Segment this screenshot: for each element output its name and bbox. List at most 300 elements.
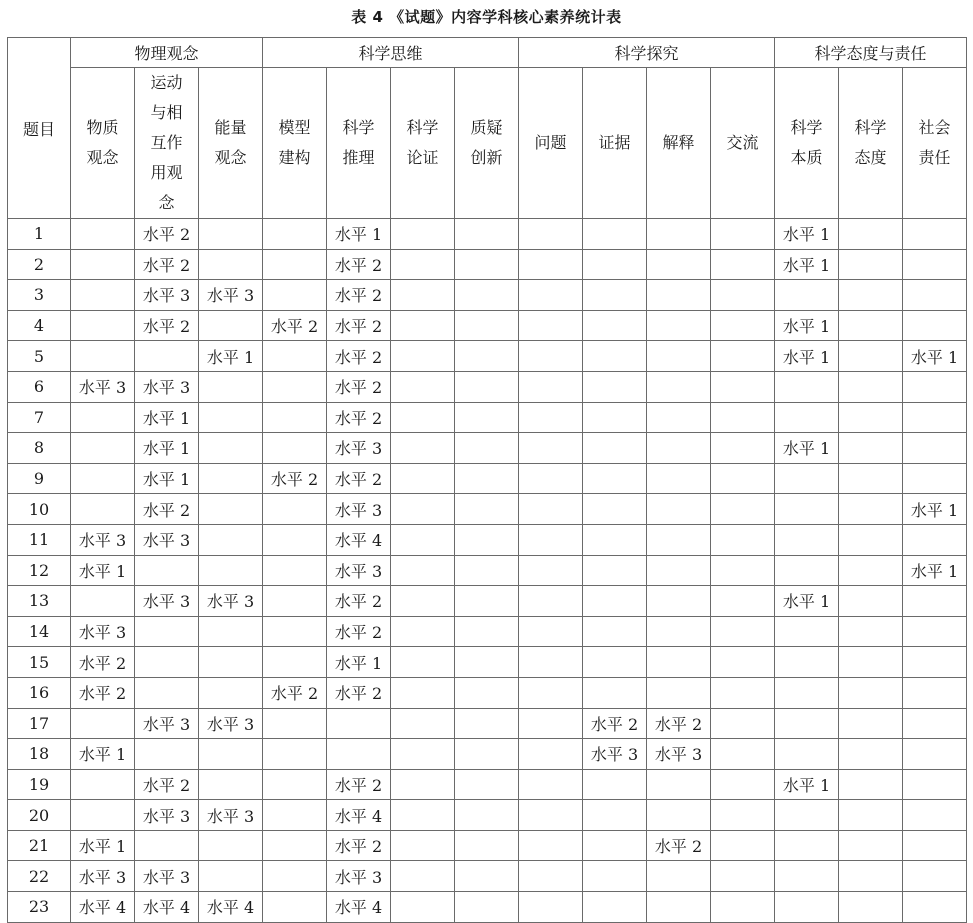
level-cell xyxy=(71,280,135,311)
level-cell: 水平 1 xyxy=(775,769,839,800)
level-cell: 水平 2 xyxy=(327,769,391,800)
level-cell: 水平 2 xyxy=(327,402,391,433)
level-cell xyxy=(775,861,839,892)
level-cell xyxy=(263,892,327,923)
level-cell xyxy=(391,463,455,494)
level-cell: 水平 1 xyxy=(775,586,839,617)
level-cell xyxy=(199,219,263,250)
level-cell: 水平 3 xyxy=(199,800,263,831)
level-cell xyxy=(903,861,967,892)
level-cell xyxy=(455,249,519,280)
level-cell: 水平 1 xyxy=(903,341,967,372)
table-row xyxy=(8,494,967,525)
level-cell xyxy=(391,433,455,464)
level-cell xyxy=(903,249,967,280)
level-cell: 水平 4 xyxy=(135,892,199,923)
level-cell xyxy=(263,249,327,280)
level-cell xyxy=(839,555,903,586)
subcolumn-header xyxy=(455,68,519,219)
level-cell: 水平 3 xyxy=(327,433,391,464)
level-cell xyxy=(647,524,711,555)
level-cell xyxy=(711,494,775,525)
question-number: 2 xyxy=(8,249,71,280)
level-cell xyxy=(839,586,903,617)
subcolumn-header-line: 运动 xyxy=(150,73,183,92)
level-cell xyxy=(71,586,135,617)
level-cell xyxy=(135,647,199,678)
level-cell xyxy=(71,341,135,372)
level-cell xyxy=(135,616,199,647)
question-number: 8 xyxy=(8,433,71,464)
level-cell xyxy=(199,861,263,892)
level-cell xyxy=(647,616,711,647)
level-cell: 水平 3 xyxy=(135,524,199,555)
level-cell xyxy=(519,310,583,341)
subcolumn-header-line: 创新 xyxy=(470,148,503,167)
level-cell: 水平 2 xyxy=(71,677,135,708)
subcolumn-header-line: 观念 xyxy=(214,148,247,167)
table-row xyxy=(8,892,967,923)
level-cell xyxy=(583,249,647,280)
level-cell xyxy=(455,830,519,861)
level-cell: 水平 2 xyxy=(327,371,391,402)
level-cell xyxy=(839,280,903,311)
level-cell xyxy=(647,310,711,341)
level-cell xyxy=(647,555,711,586)
subcolumn-header-line: 交流 xyxy=(726,133,759,152)
subcolumn-header-line: 念 xyxy=(158,193,175,212)
level-cell xyxy=(711,708,775,739)
level-cell: 水平 1 xyxy=(135,402,199,433)
table-row xyxy=(8,677,967,708)
level-cell: 水平 2 xyxy=(327,341,391,372)
group-header: 科学思维 xyxy=(263,38,519,68)
question-number: 4 xyxy=(8,310,71,341)
level-cell xyxy=(711,280,775,311)
level-cell xyxy=(775,677,839,708)
subcolumn-header-line: 社会 xyxy=(918,118,951,137)
table-row xyxy=(8,463,967,494)
level-cell: 水平 3 xyxy=(135,280,199,311)
level-cell xyxy=(775,800,839,831)
level-cell xyxy=(71,402,135,433)
table-wrapper xyxy=(7,37,967,923)
level-cell xyxy=(775,463,839,494)
level-cell xyxy=(455,371,519,402)
level-cell xyxy=(647,647,711,678)
level-cell xyxy=(839,616,903,647)
level-cell xyxy=(199,555,263,586)
question-number: 6 xyxy=(8,371,71,402)
level-cell: 水平 4 xyxy=(327,892,391,923)
subcolumn-header-line: 问题 xyxy=(534,133,567,152)
level-cell xyxy=(839,249,903,280)
level-cell xyxy=(839,310,903,341)
group-header: 科学态度与责任 xyxy=(775,38,967,68)
level-cell xyxy=(455,494,519,525)
subcolumn-header xyxy=(135,68,199,219)
level-cell xyxy=(583,433,647,464)
level-cell xyxy=(71,310,135,341)
level-cell xyxy=(263,647,327,678)
level-cell xyxy=(263,708,327,739)
subcolumn-header xyxy=(839,68,903,219)
level-cell xyxy=(711,310,775,341)
group-header-row xyxy=(8,38,967,68)
subcolumn-header xyxy=(327,68,391,219)
table-row xyxy=(8,800,967,831)
level-cell: 水平 2 xyxy=(583,708,647,739)
level-cell: 水平 3 xyxy=(583,739,647,770)
level-cell: 水平 2 xyxy=(327,280,391,311)
level-cell xyxy=(839,371,903,402)
subcolumn-header-line: 责任 xyxy=(918,148,951,167)
level-cell xyxy=(519,769,583,800)
level-cell xyxy=(775,892,839,923)
level-cell xyxy=(583,892,647,923)
question-number: 9 xyxy=(8,463,71,494)
subcolumn-header-line: 用观 xyxy=(150,163,183,182)
table-row xyxy=(8,769,967,800)
subcolumn-header xyxy=(583,68,647,219)
level-cell: 水平 3 xyxy=(135,861,199,892)
level-cell xyxy=(519,739,583,770)
level-cell: 水平 1 xyxy=(775,219,839,250)
level-cell xyxy=(263,830,327,861)
level-cell xyxy=(903,800,967,831)
level-cell xyxy=(775,371,839,402)
level-cell xyxy=(455,616,519,647)
level-cell xyxy=(391,219,455,250)
subcolumn-header-line: 科学 xyxy=(854,118,887,137)
table-row xyxy=(8,739,967,770)
level-cell xyxy=(391,371,455,402)
level-cell: 水平 2 xyxy=(327,830,391,861)
question-number: 15 xyxy=(8,647,71,678)
table-row xyxy=(8,524,967,555)
level-cell xyxy=(199,310,263,341)
level-cell xyxy=(583,800,647,831)
level-cell xyxy=(519,677,583,708)
level-cell xyxy=(455,677,519,708)
question-number: 16 xyxy=(8,677,71,708)
subcolumn-header-line: 解释 xyxy=(662,133,695,152)
level-cell xyxy=(583,677,647,708)
level-cell: 水平 3 xyxy=(199,586,263,617)
subcolumn-header-line: 本质 xyxy=(790,148,823,167)
table-row xyxy=(8,555,967,586)
table-row xyxy=(8,616,967,647)
level-cell xyxy=(775,739,839,770)
level-cell xyxy=(455,219,519,250)
level-cell xyxy=(903,524,967,555)
level-cell xyxy=(647,341,711,372)
level-cell: 水平 2 xyxy=(327,616,391,647)
level-cell xyxy=(455,861,519,892)
level-cell xyxy=(199,524,263,555)
level-cell xyxy=(391,280,455,311)
level-cell xyxy=(455,463,519,494)
question-number: 13 xyxy=(8,586,71,617)
level-cell: 水平 3 xyxy=(135,371,199,402)
level-cell xyxy=(583,830,647,861)
level-cell xyxy=(71,433,135,464)
level-cell xyxy=(775,647,839,678)
level-cell: 水平 2 xyxy=(135,249,199,280)
level-cell xyxy=(839,219,903,250)
table-row xyxy=(8,647,967,678)
level-cell: 水平 3 xyxy=(327,861,391,892)
level-cell xyxy=(391,830,455,861)
level-cell xyxy=(711,586,775,617)
level-cell xyxy=(711,861,775,892)
level-cell xyxy=(391,249,455,280)
level-cell xyxy=(839,892,903,923)
level-cell: 水平 2 xyxy=(263,463,327,494)
level-cell: 水平 2 xyxy=(263,677,327,708)
level-cell xyxy=(775,830,839,861)
level-cell xyxy=(519,341,583,372)
level-cell: 水平 3 xyxy=(71,371,135,402)
level-cell xyxy=(71,494,135,525)
level-cell xyxy=(903,310,967,341)
level-cell xyxy=(391,341,455,372)
level-cell xyxy=(839,861,903,892)
level-cell xyxy=(519,800,583,831)
level-cell xyxy=(903,219,967,250)
level-cell xyxy=(263,739,327,770)
level-cell xyxy=(583,402,647,433)
question-header: 题目 xyxy=(8,38,71,219)
level-cell xyxy=(711,524,775,555)
level-cell xyxy=(839,769,903,800)
level-cell xyxy=(455,647,519,678)
level-cell xyxy=(519,586,583,617)
level-cell xyxy=(519,708,583,739)
level-cell xyxy=(199,249,263,280)
level-cell: 水平 3 xyxy=(135,708,199,739)
level-cell xyxy=(199,433,263,464)
level-cell xyxy=(263,341,327,372)
level-cell xyxy=(775,555,839,586)
table-row xyxy=(8,402,967,433)
level-cell xyxy=(71,769,135,800)
table-row xyxy=(8,371,967,402)
level-cell xyxy=(647,463,711,494)
level-cell xyxy=(839,708,903,739)
level-cell: 水平 3 xyxy=(71,861,135,892)
level-cell: 水平 1 xyxy=(903,555,967,586)
subcolumn-header xyxy=(647,68,711,219)
level-cell xyxy=(455,586,519,617)
level-cell xyxy=(903,280,967,311)
level-cell xyxy=(391,892,455,923)
level-cell xyxy=(455,800,519,831)
group-header: 物理观念 xyxy=(71,38,263,68)
level-cell xyxy=(711,830,775,861)
subcolumn-header-line: 观念 xyxy=(86,148,119,167)
level-cell xyxy=(711,739,775,770)
table-row xyxy=(8,249,967,280)
level-cell xyxy=(519,371,583,402)
level-cell xyxy=(583,861,647,892)
level-cell xyxy=(135,341,199,372)
level-cell: 水平 1 xyxy=(135,463,199,494)
level-cell xyxy=(391,402,455,433)
level-cell xyxy=(263,433,327,464)
level-cell xyxy=(455,739,519,770)
level-cell xyxy=(647,861,711,892)
level-cell xyxy=(199,677,263,708)
level-cell xyxy=(647,769,711,800)
level-cell xyxy=(455,708,519,739)
question-number: 3 xyxy=(8,280,71,311)
level-cell xyxy=(263,402,327,433)
level-cell xyxy=(327,739,391,770)
question-number: 7 xyxy=(8,402,71,433)
level-cell xyxy=(519,524,583,555)
level-cell xyxy=(711,341,775,372)
level-cell: 水平 3 xyxy=(199,280,263,311)
question-number: 19 xyxy=(8,769,71,800)
level-cell xyxy=(903,739,967,770)
level-cell: 水平 2 xyxy=(327,677,391,708)
level-cell xyxy=(455,555,519,586)
question-number: 22 xyxy=(8,861,71,892)
level-cell xyxy=(711,677,775,708)
core-literacy-table xyxy=(7,37,967,923)
level-cell xyxy=(391,616,455,647)
level-cell xyxy=(647,219,711,250)
level-cell xyxy=(711,555,775,586)
level-cell xyxy=(839,433,903,464)
subcolumn-header-line: 推理 xyxy=(342,148,375,167)
level-cell xyxy=(391,861,455,892)
level-cell xyxy=(263,616,327,647)
level-cell xyxy=(391,494,455,525)
table-row xyxy=(8,341,967,372)
question-number: 17 xyxy=(8,708,71,739)
level-cell xyxy=(903,677,967,708)
level-cell xyxy=(583,555,647,586)
level-cell: 水平 1 xyxy=(903,494,967,525)
subcolumn-header-line: 物质 xyxy=(86,118,119,137)
level-cell xyxy=(583,280,647,311)
level-cell: 水平 2 xyxy=(135,219,199,250)
table-row xyxy=(8,219,967,250)
subcolumn-header-line: 互作 xyxy=(150,133,183,152)
level-cell xyxy=(647,371,711,402)
level-cell: 水平 2 xyxy=(71,647,135,678)
level-cell: 水平 1 xyxy=(775,433,839,464)
level-cell: 水平 1 xyxy=(71,830,135,861)
subcolumn-header-line: 态度 xyxy=(854,148,887,167)
level-cell xyxy=(583,769,647,800)
level-cell xyxy=(519,463,583,494)
level-cell xyxy=(519,280,583,311)
subcolumn-header-line: 科学 xyxy=(406,118,439,137)
level-cell: 水平 3 xyxy=(71,524,135,555)
subcolumn-header xyxy=(199,68,263,219)
subcolumn-header xyxy=(711,68,775,219)
level-cell xyxy=(711,371,775,402)
level-cell: 水平 3 xyxy=(327,494,391,525)
level-cell xyxy=(903,586,967,617)
level-cell xyxy=(263,861,327,892)
level-cell: 水平 4 xyxy=(199,892,263,923)
table-row xyxy=(8,280,967,311)
level-cell xyxy=(263,586,327,617)
table-row xyxy=(8,708,967,739)
level-cell xyxy=(583,219,647,250)
subcolumn-header xyxy=(263,68,327,219)
level-cell xyxy=(391,524,455,555)
level-cell xyxy=(583,310,647,341)
level-cell xyxy=(839,494,903,525)
subcolumn-header-line: 科学 xyxy=(342,118,375,137)
level-cell xyxy=(903,371,967,402)
level-cell xyxy=(583,616,647,647)
level-cell xyxy=(135,830,199,861)
level-cell xyxy=(583,586,647,617)
level-cell xyxy=(519,555,583,586)
level-cell xyxy=(455,433,519,464)
level-cell xyxy=(455,769,519,800)
level-cell xyxy=(583,371,647,402)
level-cell xyxy=(199,463,263,494)
level-cell xyxy=(647,402,711,433)
level-cell xyxy=(711,892,775,923)
level-cell xyxy=(647,494,711,525)
subcolumn-header xyxy=(775,68,839,219)
level-cell xyxy=(71,463,135,494)
level-cell xyxy=(263,219,327,250)
level-cell xyxy=(711,433,775,464)
level-cell xyxy=(647,280,711,311)
level-cell xyxy=(71,800,135,831)
level-cell: 水平 3 xyxy=(327,555,391,586)
level-cell xyxy=(711,249,775,280)
level-cell xyxy=(199,616,263,647)
subcolumn-header xyxy=(519,68,583,219)
level-cell xyxy=(647,800,711,831)
question-number: 21 xyxy=(8,830,71,861)
level-cell xyxy=(263,769,327,800)
level-cell xyxy=(647,677,711,708)
level-cell: 水平 3 xyxy=(71,616,135,647)
level-cell xyxy=(263,800,327,831)
level-cell: 水平 2 xyxy=(327,249,391,280)
level-cell xyxy=(391,310,455,341)
level-cell: 水平 1 xyxy=(775,249,839,280)
level-cell xyxy=(135,739,199,770)
level-cell xyxy=(391,647,455,678)
level-cell xyxy=(839,739,903,770)
level-cell xyxy=(263,280,327,311)
level-cell xyxy=(711,402,775,433)
subcolumn-header-row xyxy=(8,68,967,219)
level-cell: 水平 4 xyxy=(71,892,135,923)
level-cell xyxy=(775,708,839,739)
subcolumn-header-line: 模型 xyxy=(278,118,311,137)
subcolumn-header-line: 证据 xyxy=(598,133,631,152)
level-cell xyxy=(583,463,647,494)
level-cell xyxy=(711,800,775,831)
level-cell xyxy=(391,800,455,831)
level-cell xyxy=(711,616,775,647)
subcolumn-header xyxy=(391,68,455,219)
level-cell xyxy=(519,249,583,280)
